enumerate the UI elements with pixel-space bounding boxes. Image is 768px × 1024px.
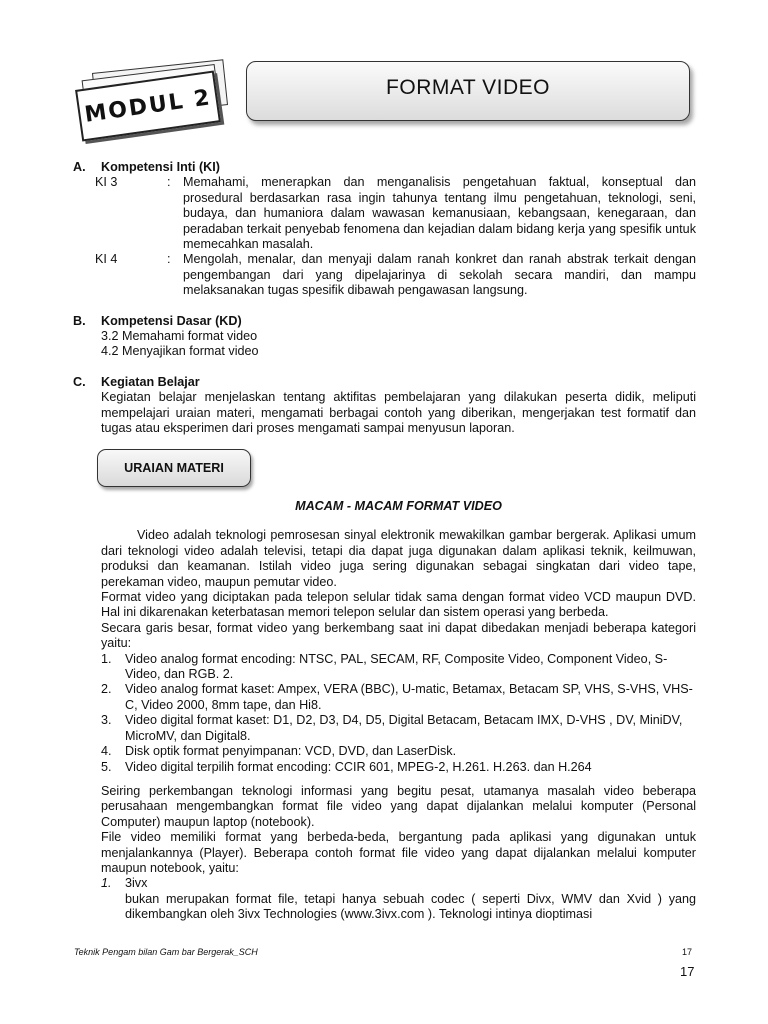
section-c-heading xyxy=(73,375,696,390)
page-title: FORMAT VIDEO xyxy=(386,76,550,99)
paragraph: Seiring perkembangan teknologi informasi yang begitu pesat, utamanya masalah video beberapa perusahaan mengembangkan format file video yang dapat dijalankan melalui komputer (Personal Computer) maupun laptop (notebook). xyxy=(101,783,696,829)
modul-label: MODUL 2 xyxy=(83,84,213,128)
list-number: 1. xyxy=(101,651,112,666)
list-text: Disk optik format penyimpanan: VCD, DVD, dan LaserDisk. xyxy=(125,744,457,759)
list-text: Video digital terpilih format encoding: CCIR 601, MPEG-2, H.261. H.263. dan H.264 xyxy=(125,759,592,774)
modul-badge xyxy=(74,60,244,140)
list-item xyxy=(101,652,696,683)
main-content xyxy=(73,160,696,437)
list-text: Video analog format encoding: NTSC, PAL, SECAM, RF, Composite Video, Component Video, S-Video, dan RGB. 2. xyxy=(125,651,668,682)
ki-label: KI 3 xyxy=(95,175,118,190)
ki-colon: : xyxy=(167,252,171,267)
footer-page-ref: 17 xyxy=(682,947,693,957)
section-c-text: Kegiatan belajar menjelaskan tentang aktifitas pembelajaran yang dilakukan peserta didik, meliputi mempelajari uraian materi, mengamati berbagai contoh yang diberikan, mengerjakan test formatif dan tugas atau eksperimen dari proses mengamati sampai menyusun laporan. xyxy=(101,390,696,436)
list-item xyxy=(101,744,696,759)
paragraph: Format video yang diciptakan pada telepon selular tidak sama dengan format video VCD maupun DVD. Hal ini dikarenakan keterbatasan memori telepon selular dan sistem operasi yang berbeda. xyxy=(101,590,696,620)
ki-text: Mengolah, menalar, dan menyaji dalam ranah konkret dan ranah abstrak terkait dengan pengembangan dari yang dipelajarinya di sekolah secara mandiri, dan mampu melaksanakan tugas spesifik dibawah pengawasan langsung. xyxy=(183,252,696,298)
ki-text: Memahami, menerapkan dan menganalisis pengetahuan faktual, konseptual dan prosedural berdasarkan rasa ingin tahunya tentang ilmu pengetahuan, teknologi, seni, budaya, dan humaniora dalam wawasan kemanusiaan, kebangsaan, kenegaraan, dan peradaban terkait penyebab fenomena dan kejadian dalam bidang kerja yang spesifik untuk memecahkan masalah. xyxy=(183,175,696,252)
list-number: 1. xyxy=(101,876,112,891)
list-text: Video digital format kaset: D1, D2, D3, D4, D5, Digital Betacam, Betacam IMX, D-VHS , DV, MiniDV, MicroMV, dan Digital8. xyxy=(125,713,683,743)
footer-book-title: Teknik Pengam bilan Gam bar Bergerak_SCH xyxy=(74,947,258,957)
list-item xyxy=(101,682,696,713)
category-list xyxy=(101,652,696,775)
section-c-title: Kegiatan Belajar xyxy=(101,374,200,389)
format-description: bukan merupakan format file, tetapi hanya sebuah codec ( seperti Divx, WMV dan Xvid ) yang dikembangkan oleh 3ivx Technologies (www.3ivx.com ). Teknologi intinya dioptimasi xyxy=(125,891,696,922)
list-text: Video analog format kaset: Ampex, VERA (BBC), U-matic, Betamax, Betacam SP, VHS, S-VHS, VHS-C, Video 2000, 8mm tape, dan Hi8. xyxy=(125,682,693,712)
format-name: 3ivx xyxy=(125,876,148,891)
paragraph: Video adalah teknologi pemrosesan sinyal elektronik mewakilkan gambar bergerak. Aplikasi umum dari teknologi video adalah televisi, tetapi dia dapat juga digunakan dalam aplikasi teknik, keilmuwan, produksi dan keamanan. Istilah video juga sering digunakan sebagai singkatan dari video tape, perekaman video, maupun pemutar video. xyxy=(101,528,696,589)
section-a-letter: A. xyxy=(73,160,86,174)
section-a-title: Kompetensi Inti (KI) xyxy=(101,160,220,174)
paragraph: Secara garis besar, format video yang berkembang saat ini dapat dibedakan menjadi beberapa kategori yaitu: xyxy=(101,620,696,651)
list-number: 3. xyxy=(101,713,112,728)
kd-item: 3.2 Memahami format video xyxy=(101,329,258,344)
list-item xyxy=(101,876,696,891)
section-b-title: Kompetensi Dasar (KD) xyxy=(101,313,242,328)
material-body xyxy=(101,499,696,923)
ki-row xyxy=(73,175,696,252)
list-item xyxy=(101,760,696,775)
section-b-letter: B. xyxy=(73,313,86,328)
ki-row xyxy=(73,252,696,298)
file-format-list xyxy=(101,876,696,922)
title-banner xyxy=(246,61,690,121)
ki-label: KI 4 xyxy=(95,252,118,267)
section-b-heading xyxy=(73,314,696,329)
paragraph: File video memiliki format yang berbeda-beda, bergantung pada aplikasi yang digunakan untuk menjalankannya (Player). Beberapa contoh format file video yang dapat dijalankan melalui komputer maupun notebook, yaitu: xyxy=(101,830,696,875)
ki-colon: : xyxy=(167,175,171,190)
page-number: 17 xyxy=(680,964,695,979)
list-number: 4. xyxy=(101,744,112,759)
list-number: 5. xyxy=(101,759,112,774)
list-item xyxy=(101,713,696,744)
section-subtitle: MACAM - MACAM FORMAT VIDEO xyxy=(295,499,502,513)
uraian-materi-label: URAIAN MATERI xyxy=(97,449,251,487)
section-a-heading xyxy=(73,160,696,175)
list-number: 2. xyxy=(101,682,112,697)
section-c-letter: C. xyxy=(73,374,86,389)
kd-item: 4.2 Menyajikan format video xyxy=(101,344,259,359)
